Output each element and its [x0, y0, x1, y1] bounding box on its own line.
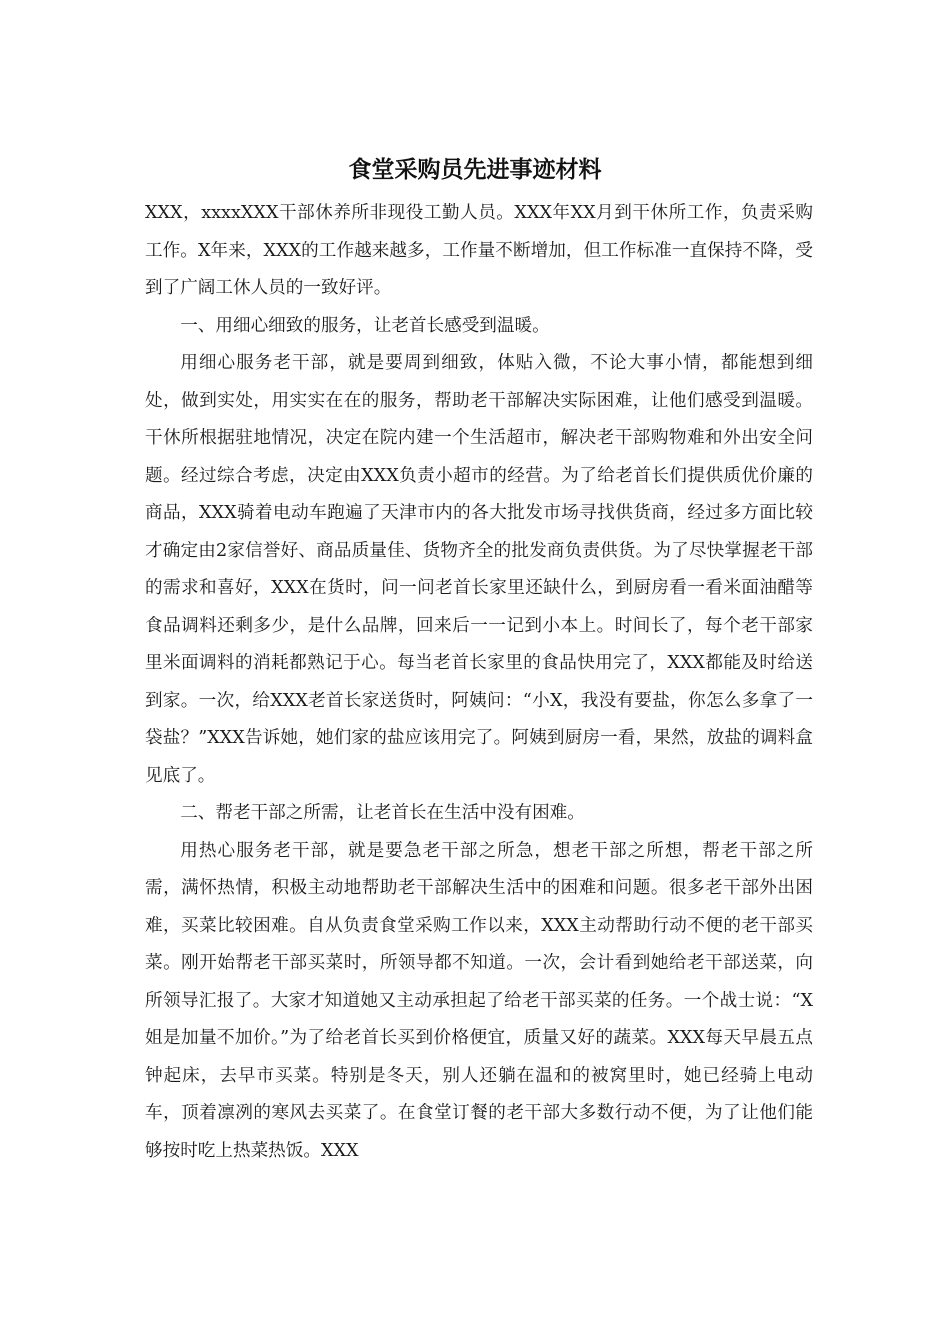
document-title: 食堂采购员先进事迹材料 — [348, 156, 602, 183]
section-heading-1: 一、用细心细致的服务，让老首长感受到温暖。 — [180, 315, 550, 336]
section-heading-2: 二、帮老干部之所需，让老首长在生活中没有困难。 — [180, 803, 585, 823]
section-2-paragraph: 用热心服务老干部，就是要急老干部之所急，想老干部之所想，帮老干部之所需，满怀热情，积极主动地帮助老干部解决生活中的困难和问题。很多老干部外出困难，买菜比较困难。自从负责食堂采购工作以来，XXX主动帮助行动不便的老干部买菜。刚开始帮老干部买菜时，所领导都不知道。一次，会计看到她给老干部送菜，向所领导汇报了。大家才知道她又主动承担起了给老干部买菜的任务。一个战士说：“X姐是加量不加价。”为了给老首长买到价格便宜，质量又好的蔬菜。XXX每天早晨五点钟起床，去早市买菜。特别是冬天，别人还躺在温和的被窝里时，她已经骑上电动车，顶着凛冽的寒风去买菜了。在食堂订餐的老干部大多数行动不便，为了让他们能够按时吃上热菜热饭。XXX — [145, 840, 813, 1161]
intro-paragraph: XXX，xxxxXXX干部休养所非现役工勤人员。XXX年XX月到干休所工作，负责采购工作。X年来，XXX的工作越来越多，工作量不断增加，但工作标准一直保持不降，受到了广阔工休人员的一致好评。 — [145, 203, 813, 298]
document-body — [145, 195, 813, 1170]
section-1-paragraph: 用细心服务老干部，就是要周到细致，体贴入微，不论大事小情，都能想到细处，做到实处，用实实在在的服务，帮助老干部解决实际困难，让他们感受到温暖。干休所根据驻地情况，决定在院内建一个生活超市，解决老干部购物难和外出安全问题。经过综合考虑，决定由XXX负责小超市的经营。为了给老首长们提供质优价廉的商品，XXX骑着电动车跑遍了天津市内的各大批发市场寻找供货商，经过多方面比较才确定由2家信誉好、商品质量佳、货物齐全的批发商负责供货。为了尽快掌握老干部的需求和喜好，XXX在货时，问一问老首长家里还缺什么，到厨房看一看米面油醋等食品调料还剩多少，是什么品牌，回来后一一记到小本上。时间长了，每个老干部家里米面调料的消耗都熟记于心。每当老首长家里的食品快用完了，XXX都能及时给送到家。一次，给XXX老首长家送货时，阿姨问：“小X，我没有要盐，你怎么多拿了一袋盐？”XXX告诉她，她们家的盐应该用完了。阿姨到厨房一看，果然，放盐的调料盒见底了。 — [145, 353, 813, 786]
